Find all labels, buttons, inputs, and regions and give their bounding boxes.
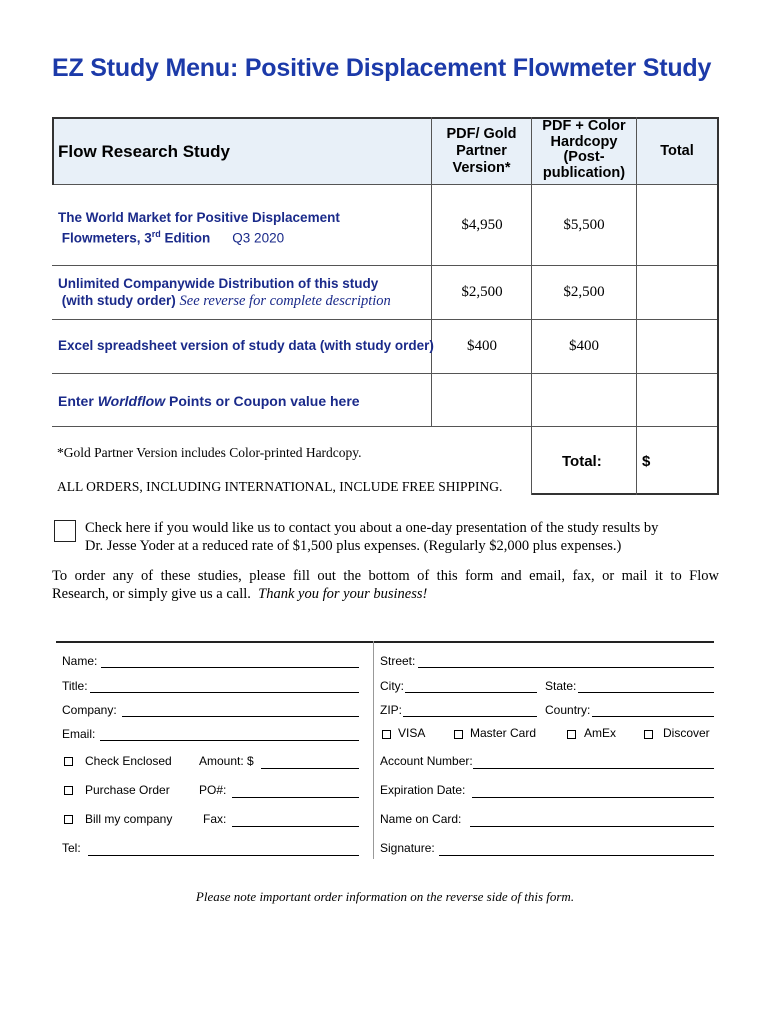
price-gold-3: $400 <box>467 338 497 354</box>
mastercard-checkbox[interactable] <box>454 730 463 739</box>
price-color-2: $2,500 <box>563 284 605 300</box>
total-value[interactable]: $ <box>642 453 651 470</box>
zip-field[interactable] <box>403 716 537 717</box>
mastercard-label: Master Card <box>470 726 537 740</box>
bill-company-checkbox[interactable] <box>64 815 73 824</box>
row-world-market: The World Market for Positive Displacement Flowmeters, 3rd Edition Q3 2020 <box>58 210 340 246</box>
header-pdf-color: PDF + Color Hardcopy (Post- publication) <box>542 118 626 181</box>
amex-label: AmEx <box>584 726 617 740</box>
company-label: Company: <box>62 703 117 717</box>
amount-label: Amount: $ <box>199 754 254 768</box>
company-field[interactable] <box>122 716 359 717</box>
price-gold-2: $2,500 <box>461 284 503 300</box>
city-field[interactable] <box>405 692 537 693</box>
name-field[interactable] <box>101 667 359 668</box>
state-field[interactable] <box>578 692 714 693</box>
name-on-card-label: Name on Card: <box>380 812 462 826</box>
row-coupon: Enter Worldflow Points or Coupon value here <box>58 393 360 409</box>
bill-company-label: Bill my company <box>85 812 173 826</box>
page-title: EZ Study Menu: Positive Displacement Flowmeter Study <box>52 54 712 82</box>
expiration-field[interactable] <box>472 797 714 798</box>
visa-label: VISA <box>398 726 426 740</box>
row-companywide: Unlimited Companywide Distribution of this study (with study order) See reverse for complete description <box>58 276 391 309</box>
signature-label: Signature: <box>380 841 435 855</box>
expiration-label: Expiration Date: <box>380 783 466 797</box>
street-field[interactable] <box>418 667 714 668</box>
amex-checkbox[interactable] <box>567 730 576 739</box>
amount-field[interactable] <box>261 768 359 769</box>
reverse-side-note: Please note important order information on the reverse side of this form. <box>195 889 575 904</box>
header-study: Flow Research Study <box>58 142 230 161</box>
header-pdf-gold: PDF/ Gold Partner Version* <box>446 126 517 176</box>
zip-label: ZIP: <box>380 703 403 717</box>
title-field[interactable] <box>90 692 359 693</box>
account-field[interactable] <box>473 768 714 769</box>
state-label: State: <box>545 679 577 693</box>
name-label: Name: <box>62 654 98 668</box>
country-field[interactable] <box>592 716 714 717</box>
order-instructions: To order any of these studies, please fill out the bottom of this form and email, fax, or mail it to Flow Research, or simply give us a call. Thank you for your business! <box>52 568 719 602</box>
row-excel: Excel spreadsheet version of study data (with study order) <box>58 338 434 353</box>
check-enclosed-label: Check Enclosed <box>85 754 172 768</box>
po-label: PO#: <box>199 783 227 797</box>
footnote: *Gold Partner Version includes Color-printed Hardcopy. <box>57 445 362 460</box>
signature-field[interactable] <box>439 855 714 856</box>
price-color-3: $400 <box>569 338 599 354</box>
price-color-1: $5,500 <box>563 217 605 233</box>
country-label: Country: <box>545 703 591 717</box>
tel-field[interactable] <box>88 855 359 856</box>
discover-label: Discover <box>663 726 710 740</box>
street-label: Street: <box>380 654 416 668</box>
total-label: Total: <box>562 453 602 470</box>
purchase-order-label: Purchase Order <box>85 783 170 797</box>
shipping-note: ALL ORDERS, INCLUDING INTERNATIONAL, INCLUDE FREE SHIPPING. <box>57 479 503 494</box>
email-label: Email: <box>62 727 96 741</box>
title-label: Title: <box>62 679 88 693</box>
price-gold-1: $4,950 <box>461 217 503 233</box>
account-label: Account Number: <box>380 754 473 768</box>
fax-field[interactable] <box>232 826 359 827</box>
discover-checkbox[interactable] <box>644 730 653 739</box>
price-table <box>52 117 719 495</box>
email-field[interactable] <box>100 740 359 741</box>
tel-label: Tel: <box>62 841 81 855</box>
visa-checkbox[interactable] <box>382 730 391 739</box>
header-total: Total <box>660 143 694 159</box>
presentation-checkbox[interactable] <box>54 520 76 542</box>
po-field[interactable] <box>232 797 359 798</box>
check-enclosed-checkbox[interactable] <box>64 757 73 766</box>
name-on-card-field[interactable] <box>470 826 714 827</box>
city-label: City: <box>380 679 404 693</box>
purchase-order-checkbox[interactable] <box>64 786 73 795</box>
presentation-text: Check here if you would like us to contact you about a one-day presentation of the study results by Dr. Jesse Yoder at a reduced rate of $1,500 plus expenses. (Regularly $2,000 plus expenses.) <box>85 520 659 554</box>
fax-label: Fax: <box>203 812 227 826</box>
